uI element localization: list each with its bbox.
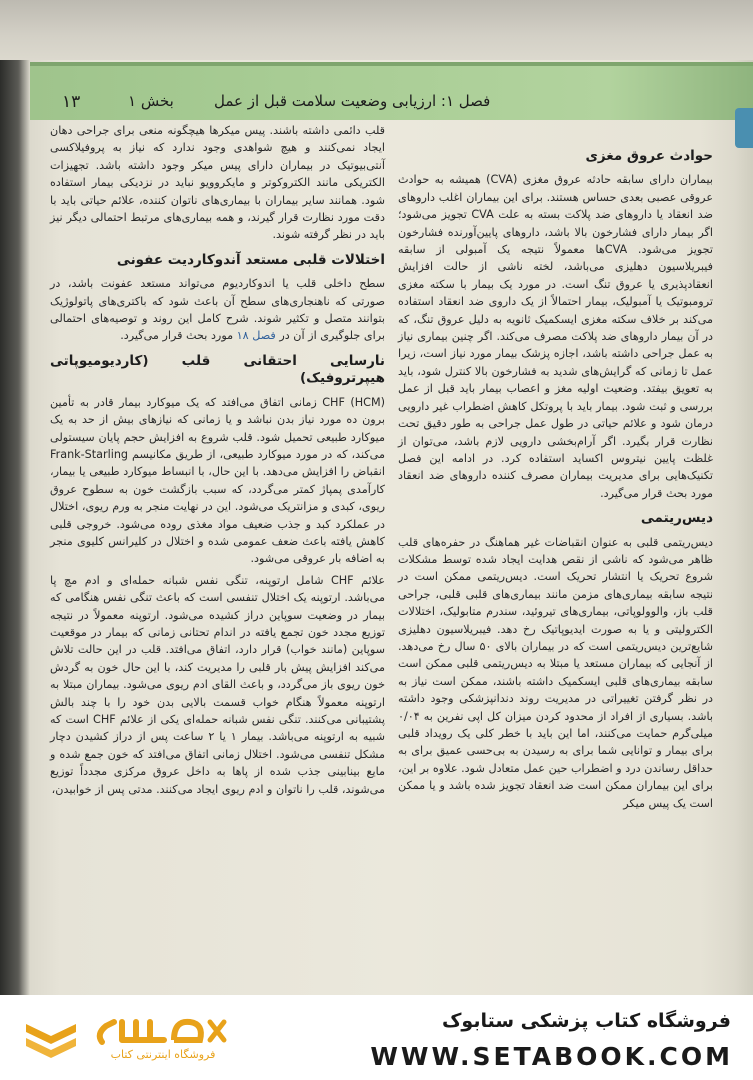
left-column [50,122,385,802]
paragraph [50,275,385,345]
section-heading: حوادث عروق مغزی [585,148,713,164]
store-name: فروشگاه کتاب پزشکی ستابوک [441,1010,731,1032]
edge-tab-marker [735,108,753,148]
logo-subtitle: فروشگاه اینترنتی کتاب [110,1048,216,1061]
paragraph: دیس‌ریتمی قلبی به عنوان انقباضات غیر هماهنگ در حفره‌های قلب ظاهر می‌شود که ناشی از نقص هدایت ایجاد شده توسط مشکلات شروع تحریک یا انتشار تحریک است. دیس‌ریتمی ممکن است در نتیجه سابقه بیماری‌های مزمن مانند بیماری‌های قلبی قلبی، جراحی قلب باز، والوولوپاتی، بیماری‌های تیروئید، سندرم متابولیک، اختلالات الکترولیتی و یا به صورت ایدیوپاتیک رخ دهد. فیبریلاسیون دهلیزی شایع‌ترین دیس‌ریتمی است که در بیماران بالای ۵۰ سال رخ می‌دهد. از آنجایی که بیماران مستعد یا مبتلا به دیس‌ریتمی قلبی ممکن است سابقه بیماری‌های قلبی ایسکمیک داشته باشند، ممکن است نیاز به در نظر گرفتن تغییراتی در مدیریت روند دندانپزشکی وجود داشته باشد. بسیاری از افراد از محدود کردن میزان کل اپی نفرین به ۰/۰۴ میلی‌گرم حمایت می‌کنند، اما این باید با خطر کلی یک رویداد قلبی برای بیمار و توانایی شما برای به رسیدن به بی‌حسی عمیق برای به حداقل رساندن درد و اضطراب حین عمل متعادل شود. علاوه بر این، برای این بیماران ممکن است ضد انعقاد تجویز شده باشد و یا ممکن است یک پیس میکر [398,535,713,810]
section-heading: دیس‌ریتمی [640,510,713,527]
paragraph: قلب دائمی داشته باشند. پیس میکرها هیچگونه منعی برای جراحی دهان ایجاد نمی‌کنند و هیچ شواهدی وجود ندارد که نیاز به پروفیلاکسی آنتی‌بیوتیک در بیماران دارای پیس میکر وجود داشته باشد. تجهیزات الکتریکی مانند الکتروکوتر و مایکروویو نباید در نزدیکی بیمار استفاده شود. همانند سایر بیماران با بیماری‌های ناتوان کننده، علائم حیاتی باید با دقت مورد نظارت قرار گیرند، و همه بیماری‌های مرتبط احتمالی دیگر نیز باید در نظر گرفته شوند. [50,124,385,242]
chapter-title: فصل ۱: ارزیابی وضعیت سلامت قبل از عمل [214,92,491,110]
part-label: بخش ۱ [128,92,174,110]
section-heading: اختلالات قلبی مستعد آندوکاردیت عفونی [116,251,385,268]
section-heading: نارسایی احتقانی قلب (کاردیومیوپاتی هیپرتروفیک) [50,352,385,387]
paragraph-text: مورد بحث قرار می‌گیرد. [120,329,234,343]
paragraph: بیماران دارای سابقه حادثه عروق مغزی (CVA) همیشه به حوادث عروقی عصبی بعدی حساس هستند. برای این بیماران اغلب داروهای ضد انعقاد یا داروهای ضد پلاکت بسته به علت CVA تجویز می‌شود؛ اگر بیمار دارای فشارخون بالا باشد، داروهای پایین‌آورنده فشارخون تجویز می‌شود. CVAها معمولاً نتیجه یک آمبولی از سابقه فیبریلاسیون دهلیزی می‌باشد، لخته ناشی از حالت افزایش انعقادپذیری یا عروق تنگ است. در مورد یک بیمار با سکته مغزی ترومبوتیک یا آمبولیک، بیمار احتمالاً از یک داروی ضد انعقاد استفاده می‌کند بر خلاف سکته مغزی ایسکمیک ثانویه به دلیل عروق تنگ، که در آن بیمار داروهای ضد پلاکت مصرف می‌کند. اگر چنین بیماری نیاز به عمل جراحی داشته باشد، اجازه پزشک بیمار مورد نیاز است، زیرا عمل تا زمانی که گرایش‌های شدید به فشارخون بالا کنترل شود، باید به تعویق بیفتد. وضعیت اولیه مغز و اعصاب بیمار باید قبل از عمل بررسی و ثبت شود. بیمار باید با پروتکل کاهش اضطراب غیر دارویی درمان شود و علائم حیاتی در طول عمل جراحی به طور دقیق تحت نظارت قرار بگیرد. اگر آرام‌بخشی دارویی لازم باشد، می‌توان از غلظت پایین نیتروس اکساید استفاده کرد. در ادامه این فصل تکنیک‌هایی برای مدیریت بیماران مصرف کننده داروهای ضد انعقاد مورد بحث قرار می‌گیرد. [398,173,713,500]
store-url-link[interactable]: WWW.SETABOOK.COM [370,1042,733,1071]
right-column [398,140,713,816]
chapter-reference-link[interactable]: فصل ۱۸ [236,329,276,343]
paragraph: CHF (HCM) زمانی اتفاق می‌افتد که یک میوکارد بیمار قادر به تأمین برون ده مورد نیاز بدن نباشد و یا زمانی که نیازهای بیش از حد به یک میوکارد طبیعی تحمیل شود. قلب شروع به افزایش حجم پایان سیستولی می‌کند، که در مورد میوکارد طبیعی، از طریق مکانیسم Frank-Starling انقباض را افزایش می‌دهد. با این حال، با انبساط میوکارد طبیعی یا بیمار، کارآمدی پمپاژ کمتر می‌گردد، که سبب بازگشت خون به سطوح عروق ریوی، کبدی و مزانتریک می‌شود. این در نهایت منجر به ورم ریوی، اختلال در عملکرد کبد و جذب ضعیف مواد مغذی روده می‌شود. خروجی قلبی کاهش یافته باعث ضعف عمومی شده و اختلال در کلیرانس کلیوی منجر به اضافه بار عروقی می‌شود. [50,395,385,566]
page-top-edge [0,0,753,60]
setabook-logo-icon[interactable] [22,1018,80,1064]
paragraph: علائم CHF شامل ارتوپنه، تنگی نفس شبانه حمله‌ای و ادم مچ پا می‌باشد. ارتوپنه یک اختلال تنفسی است که باعث تنگی نفس هنگامی که بیمار در وضعیت سوپاین دراز کشیده می‌شود. ارتوپنه معمولاً در نتیجه توزیع مجدد خون تجمع یافته در اندام تحتانی زمانی که بیمار در موقعیت سوپاین (مانند خواب) قرار دارد، اتفاق می‌افتد. قلب در این حالت تلاش می‌کند افزایش پیش بار قلبی را مدیریت کند، با این حال خون به گردش خون ریوی باز می‌گردد، و باعث القای ادم ریوی می‌شود. بیماران مبتلا به ارتوپنه معمولاً هنگام خواب قسمت بالایی بدن خود را با چند بالش پشتیبانی می‌کنند. تنگی نفس شبانه حمله‌ای یکی از علائم CHF است که شبیه به ارتوپنه می‌باشد. بیمار ۱ یا ۲ ساعت پس از دراز کشیدن دچار مشکل تنفسی می‌شود. اختلال زمانی اتفاق می‌افتد که خون جمع شده و مایع بینابینی جذب شده از پاها به داخل عروق مرکزی مجدداً توزیع می‌شوند، قلب را ناتوان و ادم ریوی ایجاد می‌کنند. مدتی پس از خوابیدن، [50,573,386,796]
page-number: ۱۳ [62,92,81,112]
chapter-header-band [30,62,753,120]
paragraph-text: سطح داخلی قلب یا اندوکاردیوم می‌تواند مستعد عفونت باشد، در صورتی که ناهنجاری‌های سطح آن باعث شود که باکتری‌های پاتولوژیک بتوانند متصل و تکثیر شوند. شرح کامل این روند و توصیه‌های احتمالی برای جلوگیری از آن در [50,277,385,343]
setabook-logo-wordmark [92,1012,232,1050]
binding-shadow [0,60,30,995]
